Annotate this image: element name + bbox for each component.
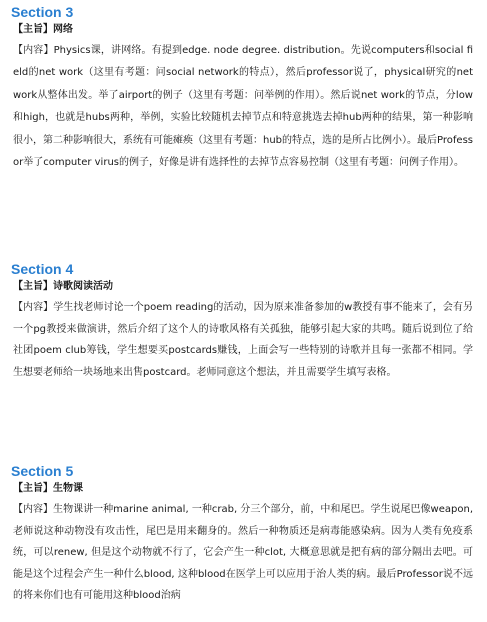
section-3-content: 【内容】Physics课，讲网络。有提到edge. node degree. distribution。先说computers和social field的net work（这里有考题：问social network的特点），然后professor说了，physical研究的net work从整体出发。举了airport的例子（这里有考题：问举例的作用）。然后说net work的节点，分low和high，也就是hubs两种，举例，实验比较随机去掉节点和特意挑选去掉hub两种的结果，第一种影响很小，第二种影响很大，系统有可能瘫痪（这里有考题：hub的特点，选的是所占比例小）。最后Professor举了computer virus的例子，好像是讲有选择性的去掉节点容易控制（这里有考题：问例子作用）。 <box>13 45 473 169</box>
section-3-title: Section 3 <box>11 4 74 20</box>
section-5-theme: 【主旨】生物课 <box>13 483 83 494</box>
section-5-content: 【内容】生物课讲一种marine animal, 一种crab, 分三个部分，前，中和尾巴。学生说尾巴像weapon, 老师说这种动物没有攻击性，尾巴是用来翻身的。然后一种物质还是病毒能感染病。因为人类有免疫系统，可以renew, 但是这个动物就不行了，它会产生一种clot, 大概意思就是把有病的部分隔出去吧。可能是这个过程会产生一种什么blood, 这种blood在医学上可以应用于治人类的病。最后Professor说不远的将来你们也有可能用这种blood治病 <box>13 504 473 602</box>
section-5 <box>11 462 473 622</box>
section-5-title: Section 5 <box>11 463 74 479</box>
section-4 <box>11 260 473 460</box>
section-4-content: 【内容】学生找老师讨论一个poem reading的活动，因为原来准备参加的w教授有事不能来了，会有另一个pg教授来做演讲，然后介绍了这个人的诗歌风格有关孤独，能够引起大家的共鸣。随后说到位了给社团poem club筹钱，学生想要买postcards赚钱，上面会写一些特别的诗歌并且每一张都不相同。学生想要老师给一块场地来出售postcard。老师同意这个想法，并且需要学生填写表格。 <box>13 302 473 378</box>
section-3-theme: 【主旨】网络 <box>13 24 73 35</box>
section-3 <box>11 3 473 251</box>
section-4-title: Section 4 <box>11 261 74 277</box>
section-4-theme: 【主旨】诗歌阅读活动 <box>13 281 113 292</box>
